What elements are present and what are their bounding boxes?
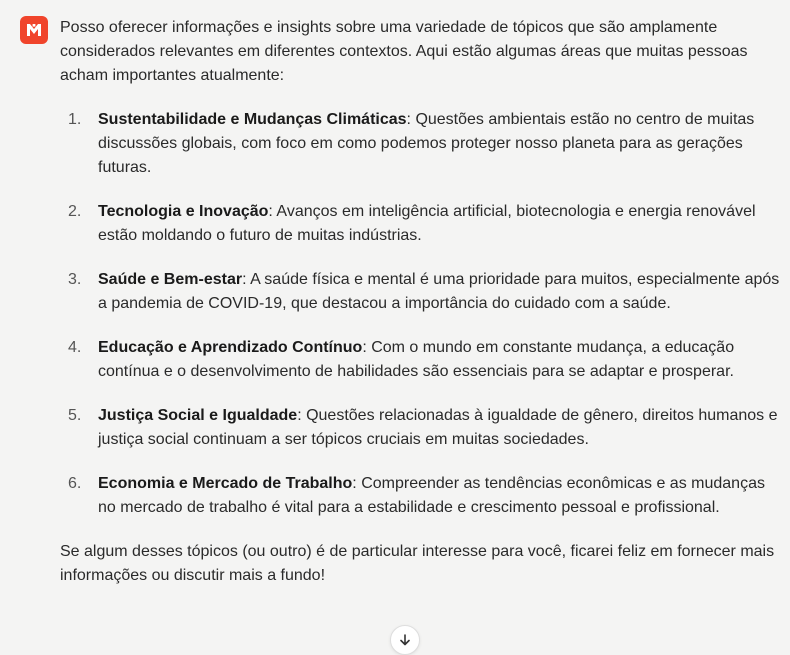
list-item [60, 108, 784, 180]
assistant-avatar [20, 16, 48, 44]
item-term: Economia e Mercado de Trabalho [98, 475, 353, 492]
item-term: Saúde e Bem-estar [98, 271, 243, 288]
item-text: : Com o mundo em constante mudança, a educação contínua e o desenvolvimento de habilidades são essenciais para se adaptar e prosperar. [98, 339, 735, 380]
item-number: 3. [68, 271, 82, 288]
item-number: 2. [68, 203, 82, 220]
item-term: Justiça Social e Igualdade [98, 407, 298, 424]
outro-paragraph: Se algum desses tópicos (ou outro) é de particular interesse para você, ficarei feliz em fornecer mais informações ou discutir mais a fundo! [60, 543, 775, 584]
list-item [60, 200, 784, 248]
item-text: : A saúde física e mental é uma prioridade para muitos, especialmente após a pandemia de COVID-19, que destacou a importância do cuidado com a saúde. [98, 271, 780, 312]
item-text: : Questões ambientais estão no centro de muitas discussões globais, com foco em como podemos proteger nosso planeta para as gerações futuras. [98, 111, 755, 176]
arrow-down-icon [398, 633, 412, 647]
item-number: 4. [68, 339, 82, 356]
intro-paragraph: Posso oferecer informações e insights sobre uma variedade de tópicos que são amplamente considerados relevantes em diferentes contextos. Aqui estão algumas áreas que muitas pessoas acham importantes atualmente: [60, 19, 748, 84]
list-item [60, 268, 784, 316]
item-text: : Compreender as tendências econômicas e as mudanças no mercado de trabalho é vital para a estabilidade e crescimento pessoal e profissional. [98, 475, 765, 516]
item-number: 6. [68, 475, 82, 492]
list-item [60, 472, 784, 520]
topic-list [60, 108, 784, 520]
item-term: Educação e Aprendizado Contínuo [98, 339, 363, 356]
assistant-logo-icon [25, 22, 43, 38]
item-number: 5. [68, 407, 82, 424]
item-term: Sustentabilidade e Mudanças Climáticas [98, 111, 407, 128]
item-number: 1. [68, 111, 82, 128]
message-content [60, 16, 784, 588]
item-text: : Questões relacionadas à igualdade de gênero, direitos humanos e justiça social continuam a ser tópicos cruciais em muitas sociedades. [98, 407, 778, 448]
item-term: Tecnologia e Inovação [98, 203, 269, 220]
scroll-to-bottom-button[interactable] [390, 625, 420, 655]
list-item [60, 336, 784, 384]
list-item [60, 404, 784, 452]
item-text: : Avanços em inteligência artificial, biotecnologia e energia renovável estão moldando o futuro de muitas indústrias. [98, 203, 756, 244]
